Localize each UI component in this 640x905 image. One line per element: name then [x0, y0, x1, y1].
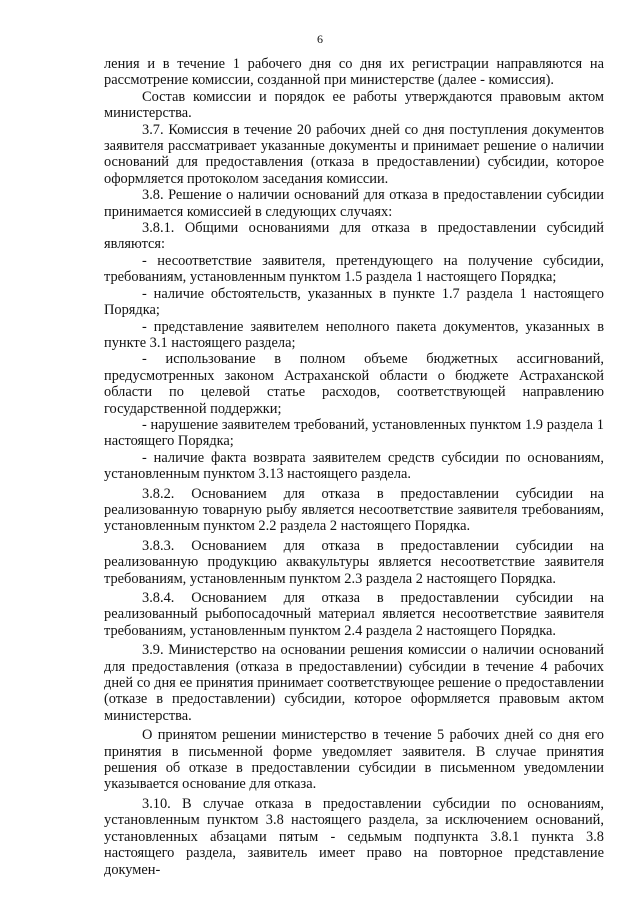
list-item-budget-exhausted: - использование в полном объеме бюджетных ассигнований, предусмотренных законом Астраханской области о бюджете Астраханской области по целевой статье расходов, соответствующей направлению государственной поддержки;	[104, 351, 604, 417]
list-item-applicant-noncompliance: - несоответствие заявителя, претендующего на получение субсидии, требованиям, установленным пунктом 1.5 раздела 1 настоящего Порядка;	[104, 252, 604, 286]
paragraph-commission-composition: Состав комиссии и порядок ее работы утверждаются правовым актом министерства.	[104, 88, 604, 122]
paragraph-3-8-2: 3.8.2. Основанием для отказа в предоставлении субсидии на реализованную товарную рыбу является несоответствие заявителя требованиям, установленным пунктом 2.2 раздела 2 настоящего Порядка.	[104, 485, 604, 535]
paragraph-continuation: ления и в течение 1 рабочего дня со дня их регистрации направляются на рассмотрение комиссии, созданной при министерстве (далее - комиссия).	[104, 56, 604, 89]
list-item-incomplete-documents: - представление заявителем неполного пакета документов, указанных в пункте 3.1 настоящего раздела;	[104, 318, 604, 351]
list-item-subsidy-return: - наличие факта возврата заявителем средств субсидии по основаниям, установленным пунктом 3.13 настоящего раздела.	[104, 449, 604, 483]
paragraph-3-10: 3.10. В случае отказа в предоставлении субсидии по основаниям, установленным пунктом 3.8 настоящего раздела, за исключением оснований, установленных абзацами пятым - седьмым подпункта 3.8.1 пункта 3.8 настоящего раздела, заявитель имеет право на повторное представление докумен-	[104, 795, 604, 878]
paragraph-3-8: 3.8. Решение о наличии оснований для отказа в предоставлении субсидии принимается комиссией в следующих случаях:	[104, 187, 604, 220]
paragraph-3-9: 3.9. Министерство на основании решения комиссии о наличии оснований для предоставления (отказа в предоставлении) субсидии в течение 4 рабочих дней со дня ее принятия принимает соответствующее решение о предоставлении (отказе в предоставлении) субсидии, которое оформляется правовым актом министерства.	[104, 642, 604, 724]
paragraph-notification: О принятом решении министерство в течение 5 рабочих дней со дня его принятия в письменной форме уведомляет заявителя. В случае принятия решения об отказе в предоставлении субсидии в письменном уведомлении указывается основание для отказа.	[104, 727, 604, 793]
document-body	[104, 56, 604, 878]
paragraph-3-8-4: 3.8.4. Основанием для отказа в предоставлении субсидии на реализованный рыбопосадочный материал является несоответствие заявителя требованиям, установленным пунктом 2.4 раздела 2 настоящего Порядка.	[104, 590, 604, 639]
paragraph-3-7: 3.7. Комиссия в течение 20 рабочих дней со дня поступления документов заявителя рассматривает указанные документы и принимает решение о наличии оснований для предоставления (отказа в предоставлении) субсидии, которое оформляется протоколом заседания комиссии.	[104, 121, 604, 187]
page-number: 6	[317, 32, 323, 46]
list-item-requirements-violation: - нарушение заявителем требований, установленных пунктом 1.9 раздела 1 настоящего Порядка;	[104, 416, 604, 450]
paragraph-3-8-1: 3.8.1. Общими основаниями для отказа в предоставлении субсидий являются:	[104, 220, 604, 253]
list-item-circumstances: - наличие обстоятельств, указанных в пункте 1.7 раздела 1 настоящего Порядка;	[104, 285, 604, 319]
paragraph-3-8-3: 3.8.3. Основанием для отказа в предоставлении субсидии на реализованную продукцию аквакультуры является несоответствие заявителя требованиям, установленным пунктом 2.3 раздела 2 настоящего Порядка.	[104, 537, 604, 587]
